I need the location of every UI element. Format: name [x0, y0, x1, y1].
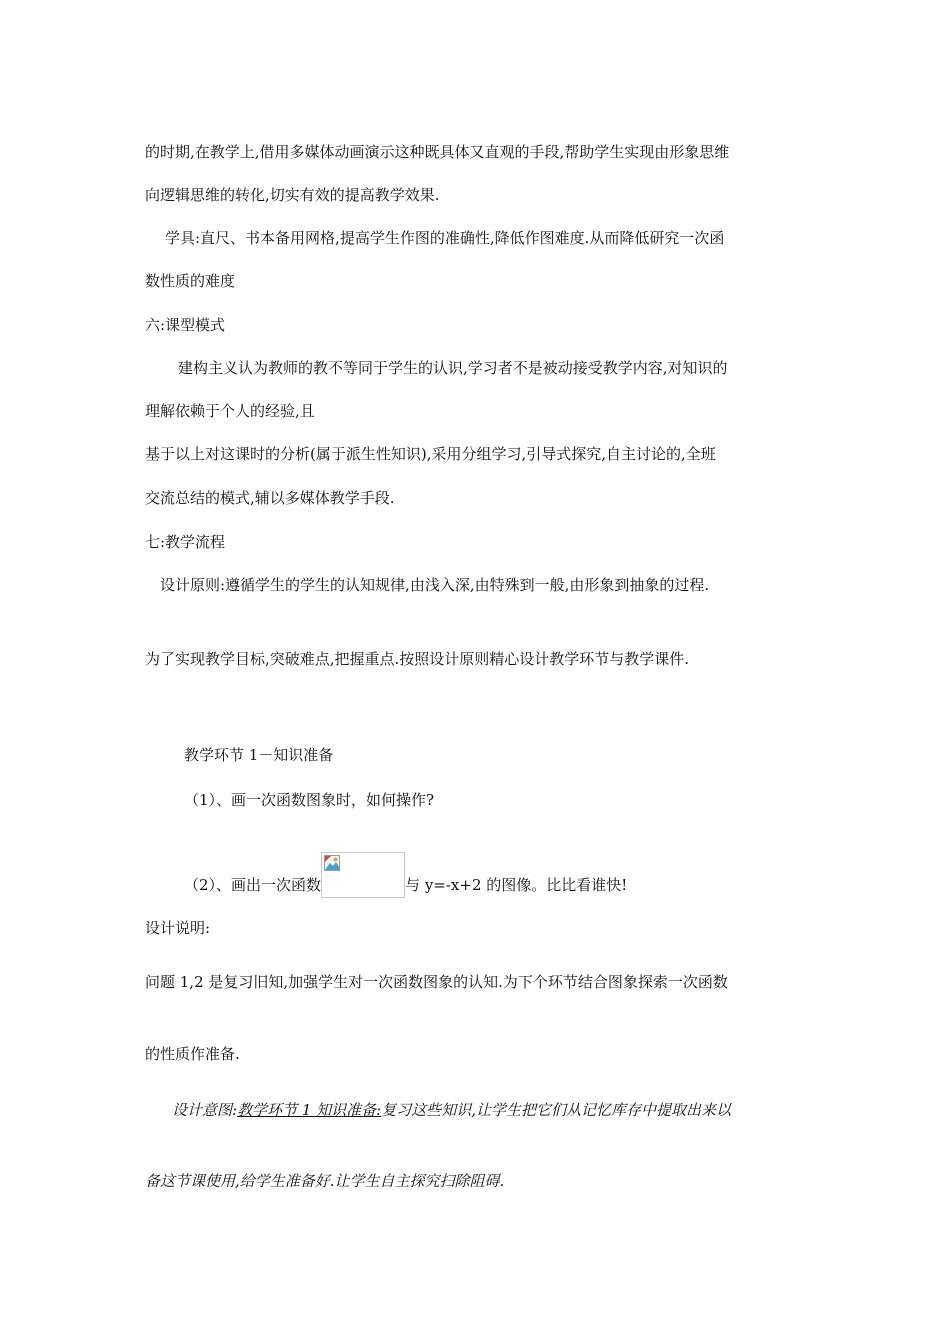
- design-intent-line-2: 备这节课使用,给学生准备好.让学生自主探究扫除阻碍.: [145, 1172, 505, 1190]
- paragraph-line: 学具:直尺、书本备用网格,提高学生作图的准确性,降低作图难度.从而降低研究一次函: [165, 229, 725, 247]
- design-intent-line: [172, 1100, 731, 1120]
- question-2: [184, 852, 627, 898]
- paragraph-line: 设计原则:遵循学生的学生的认知规律,由浅入深,由特殊到一般,由形象到抽象的过程.: [160, 576, 710, 594]
- paragraph-line: 的性质作准备.: [145, 1045, 240, 1063]
- subsection-title: 教学环节 1－知识准备: [184, 746, 334, 764]
- question-1: （1）、画一次函数图象时，如何操作?: [184, 791, 435, 809]
- paragraph-line: 的时期,在教学上,借用多媒体动画演示这种既具体又直观的手段,帮助学生实现由形象思维: [145, 143, 730, 161]
- paragraph-line: 为了实现教学目标,突破难点,把握重点.按照设计原则精心设计教学环节与教学课件.: [145, 650, 690, 668]
- paragraph-line: 建构主义认为教师的教不等同于学生的认识,学习者不是被动接受教学内容,对知识的: [178, 359, 728, 377]
- paragraph-line: 交流总结的模式,辅以多媒体教学手段.: [145, 489, 395, 507]
- design-intent-link: 教学环节 1 知识准备:: [237, 1101, 382, 1119]
- paragraph-line: 数性质的难度: [145, 272, 236, 290]
- paragraph-line: 问题 1,2 是复习旧知,加强学生对一次函数图象的认知.为下个环节结合图象探索一次函数: [145, 973, 728, 991]
- section-heading-7: 七:教学流程: [145, 533, 226, 551]
- section-heading-6: 六:课型模式: [145, 316, 226, 334]
- paragraph-line: 基于以上对这课时的分析(属于派生性知识),采用分组学习,引导式探究,自主讨论的,全班: [145, 445, 716, 463]
- paragraph-line: 理解依赖于个人的经验,且: [145, 402, 315, 420]
- equation-image-placeholder: [321, 852, 405, 898]
- design-intent-rest: 复习这些知识,让学生把它们从记忆库存中提取出来以: [381, 1101, 731, 1119]
- question-2-suffix: 与 y=-x+2 的图像。比比看谁快!: [405, 876, 628, 894]
- broken-image-icon: [324, 855, 340, 871]
- design-intent-prefix: 设计意图:: [172, 1101, 238, 1119]
- paragraph-line: 向逻辑思维的转化,切实有效的提高教学效果.: [145, 186, 440, 204]
- question-2-prefix: （2）、画出一次函数: [184, 876, 322, 894]
- design-note-label: 设计说明:: [145, 919, 211, 937]
